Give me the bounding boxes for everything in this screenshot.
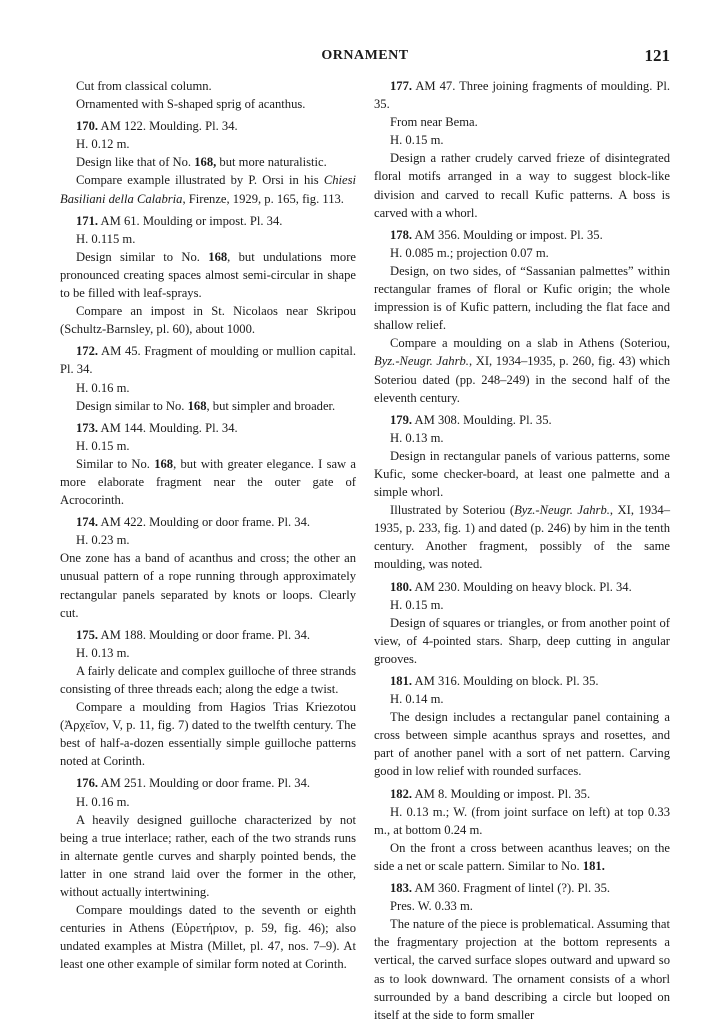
entry-number: 174. xyxy=(76,515,99,530)
entry-description: Design a rather crudely carved frieze of disintegrated floral motifs arranged in a way to suggest block-like division and carved to recall Kufic patterns. A boss is carved with a whorl. xyxy=(374,151,670,220)
text-run: Compare example illustrated by P. Orsi in his xyxy=(76,173,324,188)
entry-heading-179 xyxy=(374,411,670,429)
entry-comparison: Compare an impost in St. Nicolaos near Skripou (Schultz-Barnsley, pl. 60), about 1000. xyxy=(60,304,356,337)
entry-dimensions: H. 0.14 m. xyxy=(390,692,444,707)
entry-heading-text: AM 122. Moulding. Pl. 34. xyxy=(98,119,238,134)
entry-heading-178 xyxy=(374,226,670,244)
entry-dimensions: H. 0.16 m. xyxy=(76,380,130,395)
right-column xyxy=(374,77,670,1024)
entry-description xyxy=(60,153,356,171)
page-number: 121 xyxy=(644,46,670,65)
cross-reference: 181. xyxy=(582,858,605,873)
entry-heading-text: AM 45. Fragment of moulding or mullion capital. Pl. 34. xyxy=(60,344,356,377)
entry-heading-text: AM 8. Moulding or impost. Pl. 35. xyxy=(412,786,591,801)
entry-provenance: From near Bema. xyxy=(390,115,478,130)
entry-heading-175 xyxy=(60,626,356,644)
entry-dimensions: H. 0.15 m. xyxy=(390,597,444,612)
paragraph: Ornamented with S-shaped sprig of acanthus. xyxy=(76,97,306,112)
entry-heading-182 xyxy=(374,785,670,803)
entry-heading-174 xyxy=(60,513,356,531)
entry-heading-text: AM 188. Moulding or door frame. Pl. 34. xyxy=(98,627,311,642)
entry-heading-text: AM 251. Moulding or door frame. Pl. 34. xyxy=(98,776,311,791)
italic-title: Byz.-Neugr. Jahrb. xyxy=(374,354,469,369)
entry-heading-181 xyxy=(374,672,670,690)
entry-comparison xyxy=(60,698,356,770)
entry-dimensions: H. 0.13 m. xyxy=(390,430,444,445)
text-run: , but undulations more pronounced creating spaces almost semi-circular in shape to be filled with leaf-sprays. xyxy=(60,249,356,301)
entry-description xyxy=(60,248,356,302)
cross-reference: 168 xyxy=(187,398,207,413)
entry-heading-text: AM 61. Moulding or impost. Pl. 34. xyxy=(98,213,283,228)
left-column xyxy=(60,77,356,974)
text-run: On the front a cross between acanthus leaves; on the side a net or scale pattern. Similar to No. xyxy=(374,840,670,873)
entry-dimensions: H. 0.15 m. xyxy=(390,133,444,148)
text-run: , XI, 1934–1935, p. 260, fig. 43) which Soteriou dated (pp. 248–249) in the second half of the eleventh century. xyxy=(374,354,670,405)
entry-number: 177. xyxy=(390,79,413,93)
entry-heading-176 xyxy=(60,774,356,792)
entry-description: A fairly delicate and complex guilloche of three strands consisting of three threads each; along the edge a twist. xyxy=(60,663,356,696)
paragraph: Cut from classical column. xyxy=(76,79,212,93)
entry-comparison xyxy=(374,501,670,573)
entry-number: 182. xyxy=(390,786,413,801)
entry-heading-text: AM 144. Moulding. Pl. 34. xyxy=(98,420,238,435)
text-run: Design similar to No. xyxy=(76,249,209,264)
entry-comparison xyxy=(374,334,670,406)
entry-description: Design, on two sides, of “Sassanian palmettes” within rectangular frames of floral or Kufic origin; the whole impression is of Kufic pattern, including the flat face and shallow relief. xyxy=(374,263,670,333)
running-head xyxy=(60,46,670,68)
entry-dimensions: H. 0.12 m. xyxy=(76,137,130,152)
running-title: ORNAMENT xyxy=(321,48,409,63)
italic-title: Byz.-Neugr. Jahrb. xyxy=(514,503,610,518)
text-run: Design like that of No. xyxy=(76,155,195,170)
entry-number: 181. xyxy=(390,674,413,688)
entry-heading-text: AM 360. Fragment of lintel (?). Pl. 35. xyxy=(412,881,611,896)
entry-heading-text: AM 308. Moulding. Pl. 35. xyxy=(412,412,552,427)
text-run: , V, p. 11, fig. 7) dated to the twelfth century. The best of half-a-dozen essentially simple guilloche patterns noted at Corinth. xyxy=(60,718,356,769)
entry-dimensions: H. 0.085 m.; projection 0.07 m. xyxy=(390,245,549,260)
text-run: Similar to No. xyxy=(76,456,155,471)
entry-description: A heavily designed guilloche characterized by not being a true interlace; rather, each of the two strands runs in alternate gentle curves and sharply pointed bends, the latter in one strand laid over the former in the other, without actually intertwining. xyxy=(60,812,356,900)
entry-heading-text: AM 422. Moulding or door frame. Pl. 34. xyxy=(98,515,311,530)
entry-number: 175. xyxy=(76,627,99,642)
entry-description: Design in rectangular panels of various patterns, some Kufic, some checker-board, at least one palmette and a simple whorl. xyxy=(374,448,670,500)
entry-dimensions: H. 0.23 m. xyxy=(76,533,130,548)
text-run: , but simpler and broader. xyxy=(206,398,336,413)
text-run: Illustrated by Soteriou ( xyxy=(390,503,515,518)
entry-heading-text: AM 316. Moulding on block. Pl. 35. xyxy=(412,674,599,688)
text-run: Design similar to No. xyxy=(76,398,188,413)
text-run: , but with greater elegance. I saw a more elaborate fragment near the outer gate of Acrocorinth. xyxy=(60,456,356,508)
entry-number: 178. xyxy=(390,227,413,242)
entry-dimensions: H. 0.115 m. xyxy=(76,231,136,246)
entry-heading-text: AM 356. Moulding or impost. Pl. 35. xyxy=(412,227,603,242)
entry-description xyxy=(60,397,356,415)
entry-heading-183 xyxy=(374,879,670,897)
entry-number: 176. xyxy=(76,776,99,791)
entry-dimensions: H. 0.15 m. xyxy=(76,438,130,453)
entry-description: Design of squares or triangles, or from another point of view, of 4-pointed stars. Sharp, deep cutting in angular grooves. xyxy=(374,615,670,666)
text-run: , Firenze, 1929, p. 165, fig. 113. xyxy=(182,191,344,206)
entry-heading-171 xyxy=(60,212,356,230)
cross-reference: 168 xyxy=(208,249,228,264)
entry-comparison xyxy=(60,171,356,207)
entry-heading-177 xyxy=(374,77,670,113)
text-run: Compare mouldings dated to the seventh or eighth centuries in Athens ( xyxy=(60,903,356,936)
entry-dimensions: H. 0.13 m.; W. (from joint surface on left) at top 0.33 m., at bottom 0.24 m. xyxy=(374,804,670,837)
entry-number: 172. xyxy=(76,344,99,359)
entry-description: The nature of the piece is problematical. Assuming that the fragmentary projection at the bottom represents a vertical, the carved surface slopes outward and upward so as to look downward. The ornament consists of a whorl surrounded by a band describing a circle but looped on itself at the side to form smaller xyxy=(374,917,670,1022)
text-run: but more naturalistic. xyxy=(216,155,327,170)
entry-heading-text: AM 230. Moulding on heavy block. Pl. 34. xyxy=(412,579,632,594)
entry-heading-172 xyxy=(60,342,356,378)
entry-number: 170. xyxy=(76,119,99,134)
text-run: , XI, 1934–1935, p. 233, fig. 1) and dated (p. 246) by him in the tenth century. Another fragment, possibly of the same moulding, was noted. xyxy=(374,503,670,572)
entry-description xyxy=(374,839,670,875)
entry-heading-173 xyxy=(60,419,356,437)
entry-dimensions: H. 0.13 m. xyxy=(76,645,130,660)
entry-heading-text: AM 47. Three joining fragments of moulding. Pl. 35. xyxy=(374,79,670,112)
cross-reference: 168, xyxy=(194,155,217,170)
entry-number: 183. xyxy=(390,881,413,896)
italic-title: Chiesi Basiliani della Calabria xyxy=(60,173,356,206)
entry-dimensions: H. 0.16 m. xyxy=(76,794,130,809)
entry-dimensions: Pres. W. 0.33 m. xyxy=(390,899,473,914)
text-run: Compare a moulding on a slab in Athens (Soteriou, xyxy=(390,336,670,351)
entry-number: 179. xyxy=(390,412,413,427)
entry-heading-170 xyxy=(60,117,356,135)
entry-comparison xyxy=(60,901,356,973)
text-run: Compare a moulding from Hagios Trias Kriezotou ( xyxy=(60,700,356,733)
entry-heading-180 xyxy=(374,578,670,596)
entry-number: 180. xyxy=(390,579,413,594)
entry-description: The design includes a rectangular panel containing a cross between simple acanthus sprays and rosettes, and part of another panel with a sort of net pattern. Carving good in low relief with rounded surfaces. xyxy=(374,710,670,779)
greek-title: Εὑρετήριον xyxy=(175,921,235,936)
entry-description: One zone has a band of acanthus and cross; the other an unusual pattern of a rope running through approximately rectangular panels separated by knots or loops. Clearly cut. xyxy=(60,551,356,620)
cross-reference: 168 xyxy=(154,456,174,471)
text-run: , p. 59, fig. 46); also undated examples at Mistra (Millet, pl. 47, nos. 7–9). At least one other example of similar form noted at Corinth. xyxy=(60,921,357,972)
greek-title: Ἀρχεῖον xyxy=(64,718,106,733)
entry-number: 171. xyxy=(76,213,99,228)
entry-description xyxy=(60,455,356,509)
entry-number: 173. xyxy=(76,420,99,435)
